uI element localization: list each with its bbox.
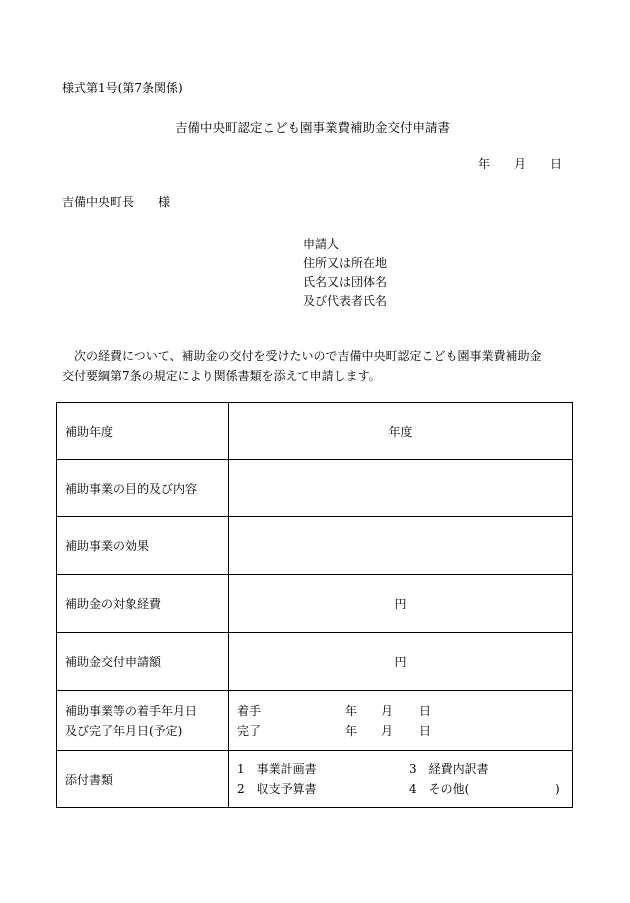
attachment-item: 1 事業計画書 xyxy=(237,762,317,776)
date-day: 日 xyxy=(550,157,563,171)
row-label-requested-amount: 補助金交付申請額 xyxy=(57,633,229,691)
row-value-attachments xyxy=(229,751,573,808)
schedule-end-day: 日 xyxy=(419,723,432,738)
row-value-schedule[interactable] xyxy=(229,691,573,751)
date-line xyxy=(478,158,562,170)
schedule-end-year: 年 xyxy=(345,723,358,738)
applicant-heading: 申請人 xyxy=(303,237,340,251)
document-title: 吉備中央町認定こども園事業費補助金交付申請書 xyxy=(175,120,451,135)
table-row xyxy=(57,517,573,575)
table-row xyxy=(57,691,573,751)
applicant-name-label: 氏名又は団体名 xyxy=(303,275,388,289)
schedule-start-year: 年 xyxy=(345,703,358,718)
attachment-item: 2 収支予算書 xyxy=(237,782,317,796)
row-label-schedule xyxy=(57,691,229,751)
row-value-requested-amount[interactable]: 円 xyxy=(229,633,573,691)
date-year: 年 xyxy=(478,157,491,171)
table-row xyxy=(57,633,573,691)
date-month: 月 xyxy=(514,157,527,171)
schedule-end-label: 完了 xyxy=(237,723,262,738)
table-row xyxy=(57,575,573,633)
applicant-representative-label: 及び代表者氏名 xyxy=(303,294,388,308)
attachment-close-paren: ) xyxy=(555,782,560,796)
addressee: 吉備中央町長 様 xyxy=(62,195,171,209)
row-label-purpose: 補助事業の目的及び内容 xyxy=(57,460,229,517)
schedule-start-month: 月 xyxy=(381,703,394,718)
row-label-attachments: 添付書類 xyxy=(57,751,229,808)
row-label-fiscal-year: 補助年度 xyxy=(57,403,229,460)
form-number: 様式第1号(第7条関係) xyxy=(62,81,183,95)
row-value-purpose[interactable] xyxy=(229,460,573,517)
applicant-block xyxy=(303,235,387,311)
row-value-fiscal-year[interactable]: 年度 xyxy=(229,403,573,460)
table-row xyxy=(57,403,573,460)
row-label-target-cost: 補助金の対象経費 xyxy=(57,575,229,633)
statement-line-1: 次の経費について、補助金の交付を受けたいので吉備中央町認定こども園事業費補助金 xyxy=(74,349,542,363)
schedule-end-month: 月 xyxy=(381,723,394,738)
statement-line-2: 交付要綱第7条の規定により関係書類を添えて申請します。 xyxy=(62,369,381,383)
table-row xyxy=(57,751,573,808)
attachment-item: 4 その他( xyxy=(409,782,470,796)
application-statement xyxy=(62,346,582,386)
application-form-table xyxy=(56,402,573,808)
schedule-label-line-1: 補助事業等の着手年月日 xyxy=(65,703,198,718)
table-row xyxy=(57,460,573,517)
schedule-label-line-2: 及び完了年月日(予定) xyxy=(65,723,183,738)
schedule-start-day: 日 xyxy=(419,703,432,718)
attachment-item: 3 経費内訳書 xyxy=(409,762,489,776)
schedule-start-label: 着手 xyxy=(237,703,262,718)
row-label-effect: 補助事業の効果 xyxy=(57,517,229,575)
row-value-target-cost[interactable]: 円 xyxy=(229,575,573,633)
applicant-address-label: 住所又は所在地 xyxy=(303,256,388,270)
row-value-effect[interactable] xyxy=(229,517,573,575)
